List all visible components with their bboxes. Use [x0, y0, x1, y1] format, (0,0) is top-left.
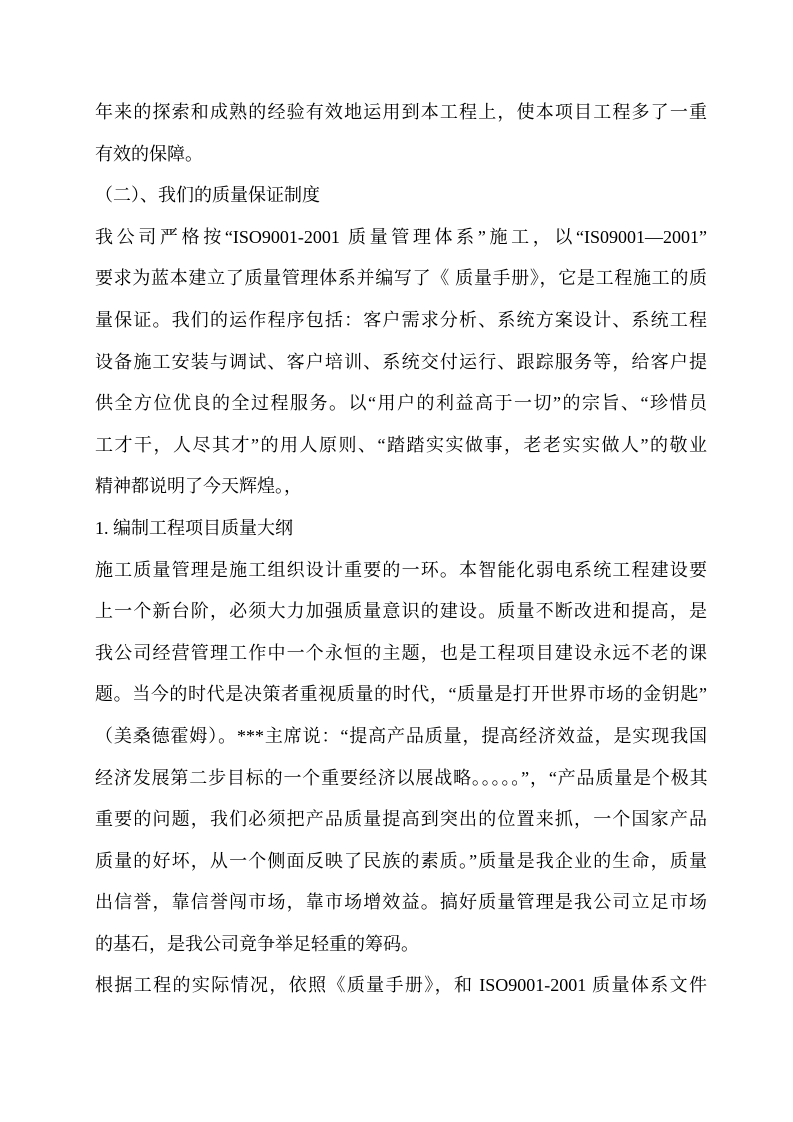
text-line: 施工质量管理是施工组织设计重要的一环。本智能化弱电系统工程建设要 — [95, 559, 707, 580]
text-line: 题。当今的时代是决策者重视质量的时代，“质量是打开世界市场的金钥匙” — [95, 684, 707, 705]
text-line: 我公司经营管理工作中一个永恒的主题，也是工程项目建设永远不老的课 — [95, 642, 707, 663]
text-line: 精神都说明了今天辉煌。， — [95, 476, 302, 497]
text-line: 我公司严格按“ISO9001-2001 质量管理体系”施工，以“IS09001—2001” — [95, 226, 707, 247]
text-line: 根据工程的实际情况，依照《质量手册》，和 ISO9001-2001 质量体系文件 — [95, 975, 707, 996]
text-line: 量保证。我们的运作程序包括：客户需求分析、系统方案设计、系统工程 — [95, 309, 707, 330]
text-line: 工才干，人尽其才”的用人原则、“踏踏实实做事，老老实实做人”的敬业 — [95, 434, 707, 455]
section-heading-line: （二）、我们的质量保证制度 — [95, 185, 320, 206]
text-line: 有效的保障。 — [95, 143, 203, 164]
text-line: 重要的问题，我们必须把产品质量提高到突出的位置来抓，一个国家产品 — [95, 809, 707, 830]
text-line: 出信誉，靠信誉闯市场，靠市场增效益。搞好质量管理是我公司立足市场 — [95, 892, 707, 913]
text-line: 的基石，是我公司竟争举足轻重的筹码。 — [95, 933, 419, 954]
numbered-heading-line: 1. 编制工程项目质量大纲 — [95, 517, 293, 538]
text-line: （美桑德霍姆）。***主席说：“提高产品质量，提高经济效益，是实现我国 — [95, 725, 707, 746]
document-body — [95, 92, 707, 1007]
text-line: 质量的好坏，从一个侧面反映了民族的素质。”质量是我企业的生命，质量 — [95, 850, 707, 871]
text-line: 要求为蓝本建立了质量管理体系并编写了《 质量手册》，它是工程施工的质 — [95, 268, 707, 289]
text-line: 年来的探索和成熟的经验有效地运用到本工程上，使本项目工程多了一重 — [95, 102, 707, 122]
text-line: 经济发展第二步目标的一个重要经济以展战略。。。。。”，“产品质量是个极其 — [95, 767, 707, 788]
text-line: 上一个新台阶，必须大力加强质量意识的建设。质量不断改进和提高，是 — [95, 601, 707, 622]
text-line: 设备施工安装与调试、客户培训、系统交付运行、跟踪服务等，给客户提 — [95, 351, 707, 372]
text-line: 供全方位优良的全过程服务。以“用户的利益高于一切”的宗旨、“珍惜员 — [95, 393, 707, 414]
